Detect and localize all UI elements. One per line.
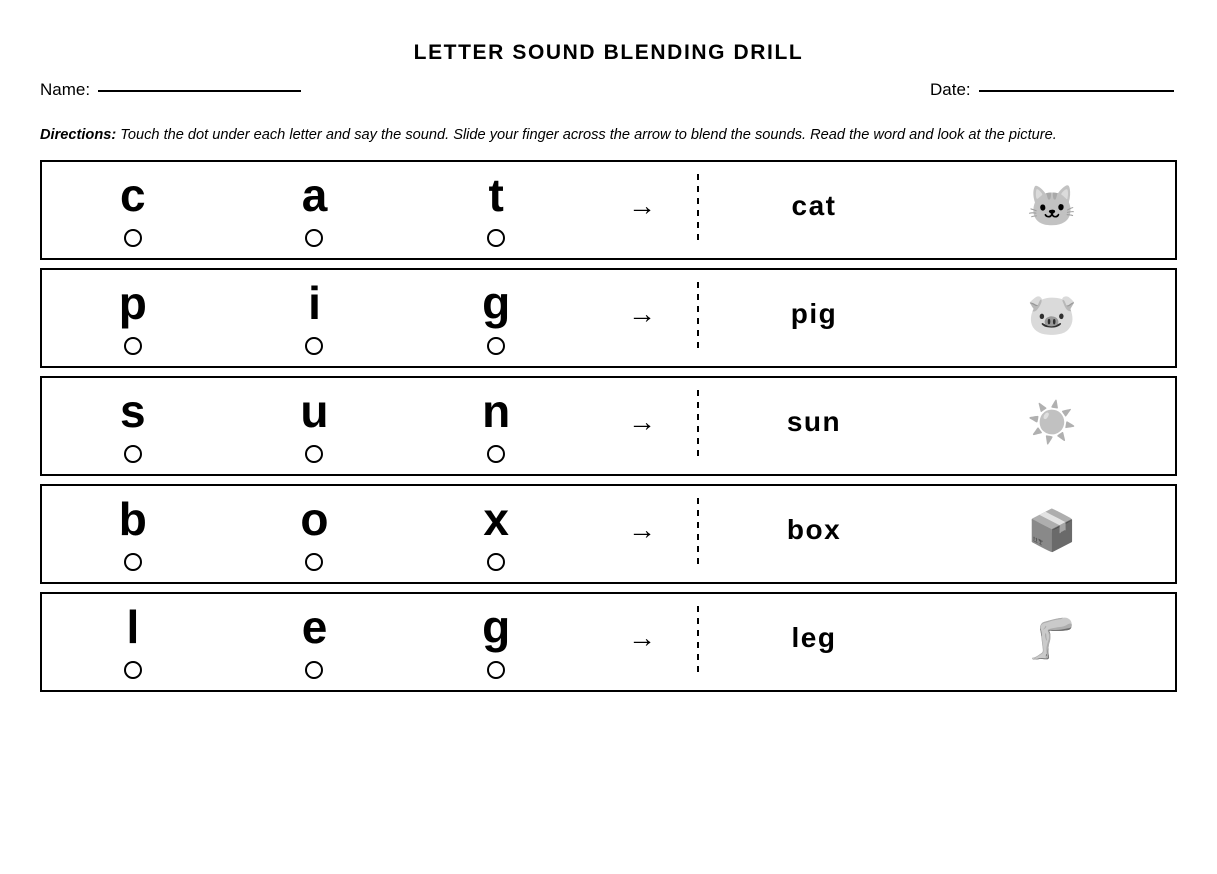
letter-glyph: e (301, 601, 328, 654)
blend-arrow-icon: → (628, 189, 656, 221)
name-write-line[interactable] (98, 90, 301, 92)
word-cell (699, 486, 929, 582)
letters-area (42, 162, 587, 258)
letters-area (42, 270, 587, 366)
sound-dot[interactable] (124, 337, 142, 355)
letter-cell[interactable] (224, 169, 406, 247)
letter-glyph: x (483, 493, 509, 546)
package-box-icon: 📦 (1027, 508, 1077, 553)
word-cell (699, 162, 929, 258)
date-field[interactable] (930, 80, 1174, 100)
picture-cell (929, 378, 1175, 474)
letter-cell[interactable] (42, 385, 224, 463)
letter-cell[interactable] (405, 493, 587, 571)
letter-glyph: g (482, 277, 511, 330)
name-label: Name: (40, 80, 91, 99)
sound-dot[interactable] (305, 661, 323, 679)
letter-glyph: l (126, 601, 140, 654)
page-title: LETTER SOUND BLENDING DRILL (413, 41, 804, 64)
sound-dot[interactable] (487, 229, 505, 247)
sound-dot[interactable] (487, 661, 505, 679)
sound-dot[interactable] (305, 445, 323, 463)
blended-word: box (786, 513, 842, 545)
blended-word: sun (786, 405, 842, 437)
letter-glyph: b (118, 493, 147, 546)
blend-arrow-icon: → (628, 513, 656, 545)
worksheet-page (0, 42, 1217, 692)
name-date-row (0, 80, 1217, 110)
blended-word: leg (791, 621, 837, 653)
letter-cell[interactable] (224, 601, 406, 679)
letter-cell[interactable] (224, 277, 406, 355)
directions-label: Directions: (40, 127, 117, 143)
letter-glyph: p (118, 277, 147, 330)
letter-cell[interactable] (405, 385, 587, 463)
blend-arrow-icon: → (628, 621, 656, 653)
letter-glyph: g (482, 601, 511, 654)
drill-row[interactable] (40, 160, 1177, 260)
sound-dot[interactable] (487, 445, 505, 463)
letter-glyph: a (301, 169, 328, 222)
picture-cell (929, 594, 1175, 690)
sound-dot[interactable] (124, 445, 142, 463)
letter-cell[interactable] (224, 385, 406, 463)
sound-dot[interactable] (124, 553, 142, 571)
drill-row[interactable] (40, 484, 1177, 584)
letters-area (42, 486, 587, 582)
sound-dot[interactable] (124, 229, 142, 247)
picture-cell (929, 270, 1175, 366)
sound-dot[interactable] (487, 337, 505, 355)
letters-area (42, 378, 587, 474)
sound-dot[interactable] (305, 337, 323, 355)
date-label: Date: (930, 80, 971, 99)
drill-row[interactable] (40, 268, 1177, 368)
letter-glyph: s (120, 385, 146, 438)
picture-cell (929, 162, 1175, 258)
cat-face-icon: 🐱 (1027, 184, 1077, 229)
letter-glyph: t (488, 169, 504, 222)
blend-arrow-icon: → (628, 297, 656, 329)
letter-cell[interactable] (405, 601, 587, 679)
sound-dot[interactable] (124, 661, 142, 679)
drill-row[interactable] (40, 376, 1177, 476)
letter-cell[interactable] (405, 169, 587, 247)
letter-glyph: c (120, 169, 146, 222)
sound-dot[interactable] (305, 229, 323, 247)
letter-cell[interactable] (42, 277, 224, 355)
directions-text: Touch the dot under each letter and say the sound. Slide your finger across the arrow to blend the sounds. Read the word and look at the picture. (116, 127, 1057, 143)
drill-row-list (40, 160, 1177, 692)
drill-row[interactable] (40, 592, 1177, 692)
sound-dot[interactable] (487, 553, 505, 571)
letter-glyph: o (300, 493, 329, 546)
letter-cell[interactable] (405, 277, 587, 355)
letter-cell[interactable] (42, 493, 224, 571)
leg-icon: 🦵 (1027, 616, 1077, 661)
word-cell (699, 270, 929, 366)
blended-word: cat (791, 189, 837, 221)
letter-cell[interactable] (42, 601, 224, 679)
sun-icon: ☀️ (1027, 400, 1077, 445)
blended-word: pig (790, 297, 838, 329)
letter-glyph: n (482, 385, 511, 438)
letter-cell[interactable] (42, 169, 224, 247)
word-cell (699, 378, 929, 474)
sound-dot[interactable] (305, 553, 323, 571)
name-field[interactable] (40, 80, 301, 100)
letter-glyph: u (300, 385, 329, 438)
letters-area (42, 594, 587, 690)
picture-cell (929, 486, 1175, 582)
directions (40, 127, 1217, 145)
blend-arrow-icon: → (628, 405, 656, 437)
letter-glyph: i (308, 277, 321, 330)
word-cell (699, 594, 929, 690)
pig-face-icon: 🐷 (1027, 292, 1077, 337)
date-write-line[interactable] (979, 90, 1174, 92)
letter-cell[interactable] (224, 493, 406, 571)
